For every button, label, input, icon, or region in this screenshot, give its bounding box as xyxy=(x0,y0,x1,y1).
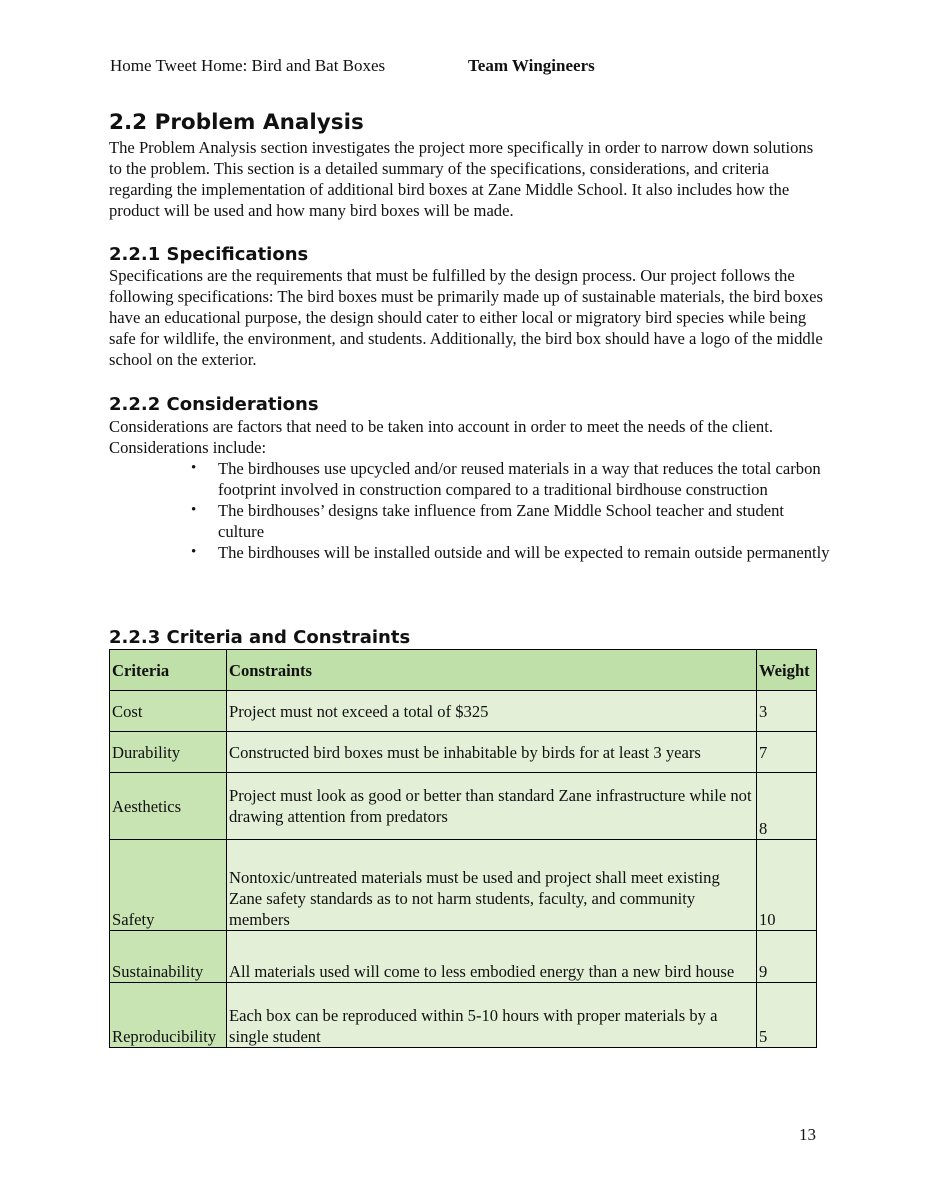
considerations-heading: 2.2.2 Considerations xyxy=(109,394,319,415)
document-title: Home Tweet Home: Bird and Bat Boxes xyxy=(110,56,386,75)
criteria-cell: Reproducibility xyxy=(110,983,227,1048)
constraint-cell: Constructed bird boxes must be inhabitable by birds for at least 3 years xyxy=(227,732,757,773)
weight-cell: 10 xyxy=(757,840,817,931)
table-row xyxy=(110,732,817,773)
weight-cell: 7 xyxy=(757,732,817,773)
table-row xyxy=(110,983,817,1048)
criteria-cell: Cost xyxy=(110,691,227,732)
table-row xyxy=(110,773,817,840)
section-intro: The Problem Analysis section investigates the project more specifically in order to narrow down solutions to the problem. This section is a detailed summary of the specifications, considerations, and criteria regarding the implementation of additional bird boxes at Zane Middle School. It also includes how the product will be used and how many bird boxes will be made. xyxy=(109,138,814,220)
specifications-body: Specifications are the requirements that must be fulfilled by the design process. Our project follows the following specifications: The bird boxes must be primarily made up of sustainable materials, the bird boxes have an educational purpose, the design should cater to either local or migratory bird species while being safe for wildlife, the environment, and students. Additionally, the bird box should have a logo of the middle school on the exterior. xyxy=(109,266,823,369)
constraint-cell: Project must look as good or better than standard Zane infrastructure while not drawing attention from predators xyxy=(227,773,757,840)
table-header-row xyxy=(110,650,817,691)
column-header-constraints: Constraints xyxy=(227,650,757,691)
criteria-cell: Sustainability xyxy=(110,931,227,983)
column-header-weight: Weight xyxy=(757,650,817,691)
constraint-cell: Nontoxic/untreated materials must be used and project shall meet existing Zane safety standards as to not harm students, faculty, and community members xyxy=(227,840,757,931)
list-item: • The birdhouses will be installed outside and will be expected to remain outside permanently xyxy=(190,542,830,563)
criteria-cell: Aesthetics xyxy=(110,773,227,840)
running-header xyxy=(110,56,595,76)
section-heading: 2.2 Problem Analysis xyxy=(109,110,364,135)
page-number: 13 xyxy=(799,1125,816,1144)
list-item: • The birdhouses’ designs take influence from Zane Middle School teacher and student culture xyxy=(190,500,830,542)
list-item: • The birdhouses use upcycled and/or reused materials in a way that reduces the total carbon footprint involved in construction compared to a traditional birdhouse construction xyxy=(190,458,830,500)
column-header-criteria: Criteria xyxy=(110,650,227,691)
team-name: Team Wingineers xyxy=(468,56,595,75)
weight-cell: 8 xyxy=(757,773,817,840)
criteria-cell: Safety xyxy=(110,840,227,931)
considerations-list xyxy=(190,458,830,563)
considerations-body: Considerations are factors that need to be taken into account in order to meet the needs of the client. Considerations include: xyxy=(109,417,773,457)
table-row xyxy=(110,931,817,983)
table-row xyxy=(110,840,817,931)
criteria-table xyxy=(109,649,817,1048)
weight-cell: 9 xyxy=(757,931,817,983)
table-row xyxy=(110,691,817,732)
constraint-cell: All materials used will come to less embodied energy than a new bird house xyxy=(227,931,757,983)
weight-cell: 5 xyxy=(757,983,817,1048)
criteria-heading: 2.2.3 Criteria and Constraints xyxy=(109,627,411,648)
weight-cell: 3 xyxy=(757,691,817,732)
specifications-heading: 2.2.1 Specifications xyxy=(109,244,309,265)
constraint-cell: Project must not exceed a total of $325 xyxy=(227,691,757,732)
constraint-cell: Each box can be reproduced within 5-10 hours with proper materials by a single student xyxy=(227,983,757,1048)
criteria-cell: Durability xyxy=(110,732,227,773)
